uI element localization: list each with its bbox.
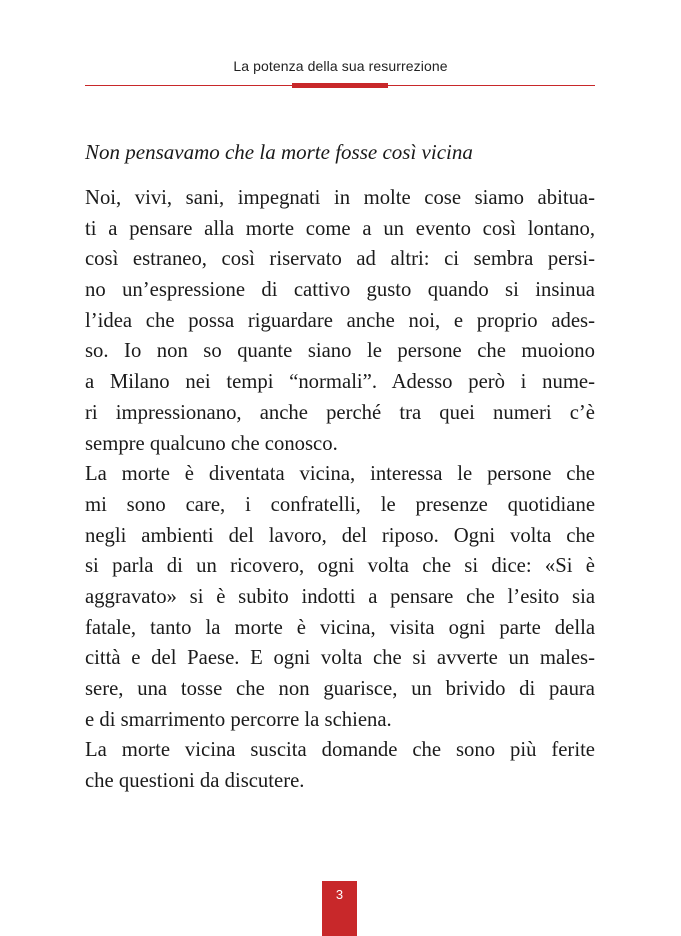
text-line: e di smarrimento percorre la schiena. (85, 708, 392, 731)
text-line: si parla di un ricovero, ogni volta che si dice: «Si è (85, 555, 595, 578)
text-line: che questioni da discutere. (85, 770, 305, 793)
page-number: 3 (335, 887, 344, 902)
text-line: fatale, tanto la morte è vicina, visita ogni parte della (85, 616, 595, 639)
text-line: La morte è diventata vicina, interessa le persone che (85, 463, 595, 486)
text-line: l’idea che possa riguardare anche noi, e proprio ades- (85, 309, 595, 332)
text-line: sempre qualcuno che conosco. (85, 432, 338, 455)
text-line: mi sono care, i confratelli, le presenze quotidiane (85, 493, 595, 516)
running-header: La potenza della sua resurrezione (233, 58, 448, 74)
header-accent-bar (292, 83, 388, 88)
text-line: ri impressionano, anche perché tra quei numeri c’è (85, 401, 595, 424)
text-line: no un’espressione di cattivo gusto quando si insinua (85, 279, 595, 302)
text-line: so. Io non so quante siano le persone che muoiono (85, 340, 595, 363)
body-text (85, 183, 595, 797)
text-line: a Milano nei tempi “normali”. Adesso però i nume- (85, 371, 595, 394)
text-line: La morte vicina suscita domande che sono più ferite (85, 739, 595, 762)
page-number-box (322, 881, 357, 936)
text-line: negli ambienti del lavoro, del riposo. Ogni volta che (85, 524, 595, 547)
text-line: ti a pensare alla morte come a un evento così lontano, (85, 217, 595, 240)
text-line: città e del Paese. E ogni volta che si avverte un males- (85, 647, 595, 670)
text-line: sere, una tosse che non guarisce, un brivido di paura (85, 678, 595, 700)
section-title: Non pensavamo che la morte fosse così vicina (85, 140, 473, 164)
text-line: aggravato» si è subito indotti a pensare che l’esito sia (85, 585, 595, 608)
text-line: così estraneo, così riservato ad altri: ci sembra persi- (85, 248, 595, 271)
text-line: Noi, vivi, sani, impegnati in molte cose siamo abitua- (85, 187, 595, 209)
